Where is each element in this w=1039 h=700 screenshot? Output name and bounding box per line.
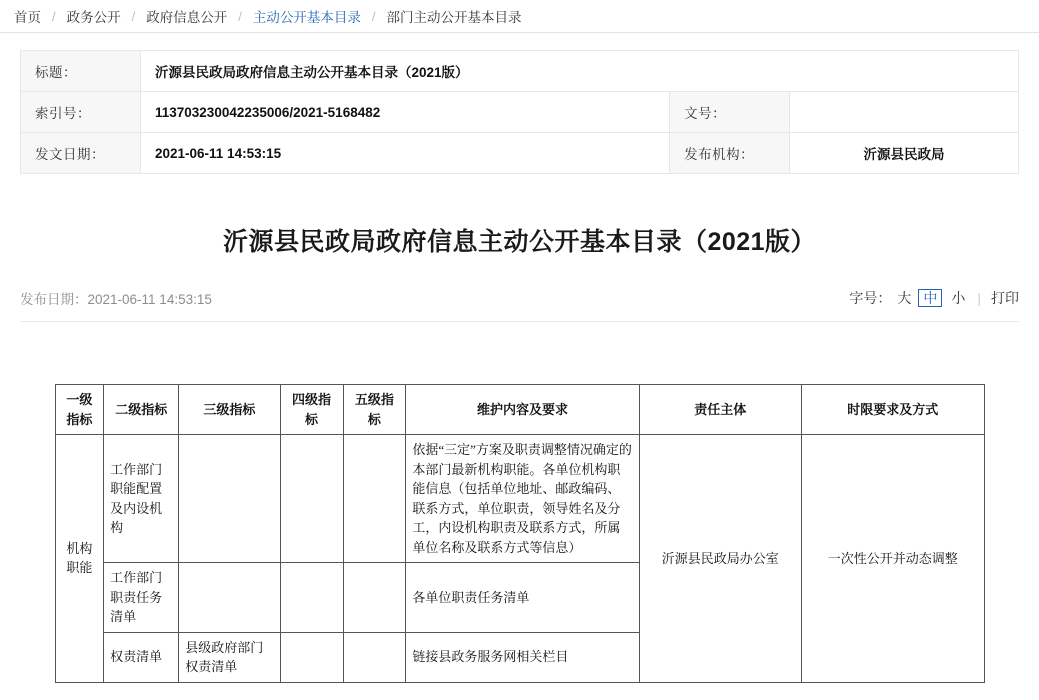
column-header-level5: 五级指标 [343,385,406,435]
column-header-level3: 三级指标 [179,385,280,435]
cell-level3 [179,435,280,563]
breadcrumb [0,0,1039,33]
catalog-table [55,384,985,683]
page-title: 沂源县民政局政府信息主动公开基本目录（2021版） [222,228,817,256]
cell-level3 [179,563,280,633]
meta-value-org: 沂源县民政局 [790,133,1019,174]
print-button[interactable]: 打印 [991,290,1019,306]
cell-content: 各单位职责任务清单 [406,563,639,633]
font-size-large-button[interactable]: 大 [897,290,912,306]
font-size-controls [849,288,1019,308]
breadcrumb-separator: / [131,8,136,24]
table-row [21,92,1019,133]
breadcrumb-separator: / [371,8,376,24]
font-size-label: 字号： [849,290,892,306]
cell-level4 [280,435,343,563]
table-row [55,435,984,563]
meta-value-docno [790,92,1019,133]
breadcrumb-item-department-basic-catalog[interactable]: 部门主动公开基本目录 [386,10,522,25]
column-header-level2: 二级指标 [104,385,179,435]
column-header-level4: 四级指标 [280,385,343,435]
cell-level4 [280,563,343,633]
font-size-medium-button[interactable]: 中 [918,289,942,307]
cell-level4 [280,632,343,682]
column-header-owner: 责任主体 [639,385,801,435]
breadcrumb-item-info-disclosure[interactable]: 政府信息公开 [146,10,228,25]
catalog-table-container [0,384,1039,683]
cell-level5 [343,632,406,682]
meta-label-docno: 文号： [670,92,790,133]
table-row [21,51,1019,92]
cell-level5 [343,563,406,633]
document-meta [20,50,1019,174]
column-header-content: 维护内容及要求 [406,385,639,435]
table-header-row [55,385,984,435]
publish-prefix: 发布日期： [20,292,88,307]
publish-date: 2021-06-11 14:53:15 [87,292,212,307]
meta-value-title: 沂源县民政局政府信息主动公开基本目录（2021版） [141,51,1019,92]
column-header-deadline: 时限要求及方式 [801,385,984,435]
breadcrumb-item-basic-catalog[interactable]: 主动公开基本目录 [252,10,361,25]
article-subbar [20,288,1019,322]
cell-content: 链接县政务服务网相关栏目 [406,632,639,682]
meta-label-index: 索引号： [21,92,141,133]
cell-level1: 机构职能 [55,435,104,683]
meta-label-date: 发文日期： [21,133,141,174]
font-size-small-button[interactable]: 小 [951,290,966,306]
cell-level3: 县级政府部门权责清单 [179,632,280,682]
cell-level2: 权责清单 [104,632,179,682]
meta-value-date: 2021-06-11 14:53:15 [141,133,670,174]
column-header-level1: 一级指标 [55,385,104,435]
meta-value-index: 113703230042235006/2021-5168482 [141,92,670,133]
breadcrumb-separator: / [238,8,242,24]
breadcrumb-separator: / [52,8,56,24]
cell-level5 [343,435,406,563]
meta-label-org: 发布机构： [670,133,790,174]
cell-deadline: 一次性公开并动态调整 [801,435,984,683]
cell-content: 依据“三定”方案及职责调整情况确定的本部门最新机构职能。各单位机构职能信息（包括单位地址、邮政编码、联系方式，单位职责，领导姓名及分工，内设机构职责及联系方式，所属单位名称及联系方式等信息） [406,435,639,563]
table-row [21,133,1019,174]
cell-level2: 工作部门职责任务清单 [104,563,179,633]
subbar-divider: | [977,290,981,306]
breadcrumb-item-government-affairs[interactable]: 政务公开 [66,10,121,25]
cell-level2: 工作部门职能配置及内设机构 [104,435,179,563]
publish-date-label [20,288,212,308]
breadcrumb-item-home[interactable]: 首页 [14,10,41,25]
meta-table [20,50,1019,174]
meta-label-title: 标题： [21,51,141,92]
cell-owner: 沂源县民政局办公室 [639,435,801,683]
